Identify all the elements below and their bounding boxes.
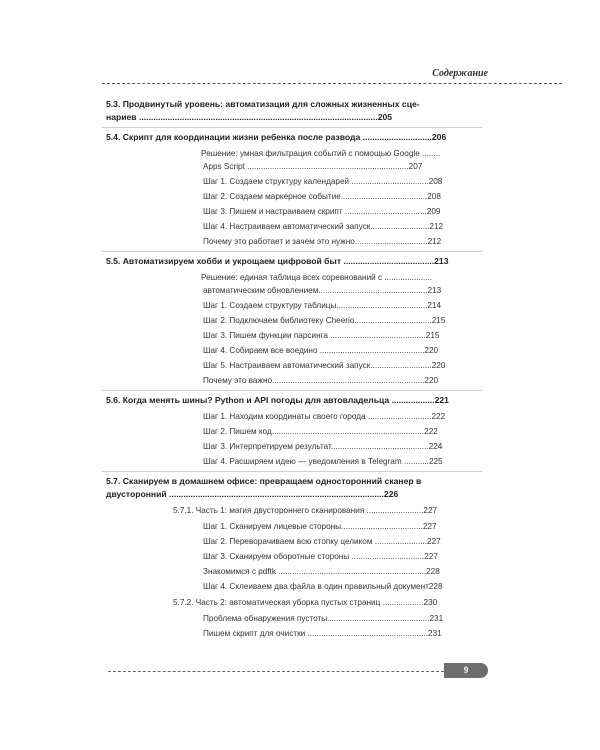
header-rule [102, 83, 562, 84]
toc-entry[interactable]: Шаг 2. Пишем код...................................................................222 [203, 427, 438, 436]
toc-entry[interactable]: 5.7. Сканируем в домашнем офисе: превращаем односторонний сканер в [106, 476, 422, 486]
footer-rule [108, 671, 444, 672]
toc-entry[interactable]: Шаг 5. Настраиваем автоматический запуск...........................220 [203, 361, 446, 370]
toc-entry[interactable]: Шаг 3. Пишем и настраиваем скрипт ....................................209 [203, 207, 441, 216]
section-divider [102, 127, 482, 128]
toc-entry[interactable]: Шаг 3. Сканируем оборотные стороны ................................227 [203, 552, 438, 561]
toc-entry[interactable]: Почему это важно...................................................................220 [203, 376, 439, 385]
toc-entry[interactable]: Шаг 2. Подключаем библиотеку Cheerio..................................215 [203, 316, 446, 325]
toc-entry[interactable]: Шаг 1. Находим координаты своего города ............................222 [203, 412, 446, 421]
toc-entry[interactable]: Шаг 4. Настраиваем автоматический запуск..........................212 [203, 222, 444, 231]
toc-entry[interactable]: Шаг 4. Расширяем идею — уведомления в Telegram ...........225 [203, 457, 443, 466]
toc-entry[interactable]: 5.7.2. Часть 2: автоматическая уборка пустых страниц ..................230 [173, 598, 438, 607]
toc-entry[interactable]: Проблема обнаружения пустоты.............................................231 [203, 614, 444, 623]
toc-entry[interactable]: 5.6. Когда менять шины? Python и API погоды для автовладельца ..................221 [106, 395, 449, 405]
toc-entry[interactable]: Шаг 3. Пишем функции парсинга ..........................................215 [203, 331, 440, 340]
section-divider [102, 471, 482, 472]
toc-entry[interactable]: 5.7.1. Часть 1: магия двустороннего сканирования .........................227 [173, 506, 438, 515]
toc-entry[interactable]: Шаг 3. Интерпретируем результат...........................................224 [203, 442, 443, 451]
page-number-badge: 9 [444, 663, 488, 678]
section-divider [102, 390, 482, 391]
toc-entry[interactable]: 5.5. Автоматизируем хобби и укрощаем цифровой быт ......................................213 [106, 256, 449, 266]
running-header: Содержание [432, 68, 488, 79]
toc-entry[interactable]: Шаг 1. Создаем структуру календарей ..................................208 [203, 177, 443, 186]
section-divider [102, 251, 482, 252]
toc-entry[interactable]: Шаг 2. Переворачиваем всю стопку целиком .......................227 [203, 537, 441, 546]
toc-entry[interactable]: Пишем скрипт для очистки .....................................................231 [203, 629, 442, 638]
toc-entry[interactable]: Шаг 4. Склеиваем два файла в один правильный документ228 [203, 582, 443, 591]
toc-entry[interactable]: Шаг 2. Создаем маркерное событие......................................208 [203, 192, 441, 201]
toc-entry[interactable]: автоматическим обновлением................................................213 [203, 286, 442, 295]
toc-entry[interactable]: 5.3. Продвинутый уровень: автоматизация для сложных жизненных сце- [106, 99, 420, 109]
toc-entry[interactable]: 5.4. Скрипт для координации жизни ребенка после развода .............................206 [106, 132, 447, 142]
toc-entry[interactable]: двусторонний ..........................................................................................226 [106, 489, 399, 499]
toc-entry[interactable]: Шаг 1. Создаем структуру таблицы........................................214 [203, 301, 442, 310]
toc-entry[interactable]: Почему это работает и зачем это нужно................................212 [203, 237, 442, 246]
toc-entry[interactable]: Решение: единая таблица всех соревнований с ..................... [201, 273, 433, 282]
toc-entry[interactable]: Apps Script .......................................................................207 [203, 162, 423, 171]
toc-entry[interactable]: Шаг 1. Сканируем лицевые стороны....................................227 [203, 522, 437, 531]
toc-entry[interactable]: Шаг 4. Собираем все воедино ..............................................220 [203, 346, 439, 355]
toc-entry[interactable]: нариев ....................................................................................................205 [106, 112, 393, 122]
toc-entry[interactable]: Знакомимся с pdftk .................................................................228 [203, 567, 440, 576]
toc-entry[interactable]: Решение: умная фильтрация событий с помощью Google ........ [201, 149, 441, 158]
